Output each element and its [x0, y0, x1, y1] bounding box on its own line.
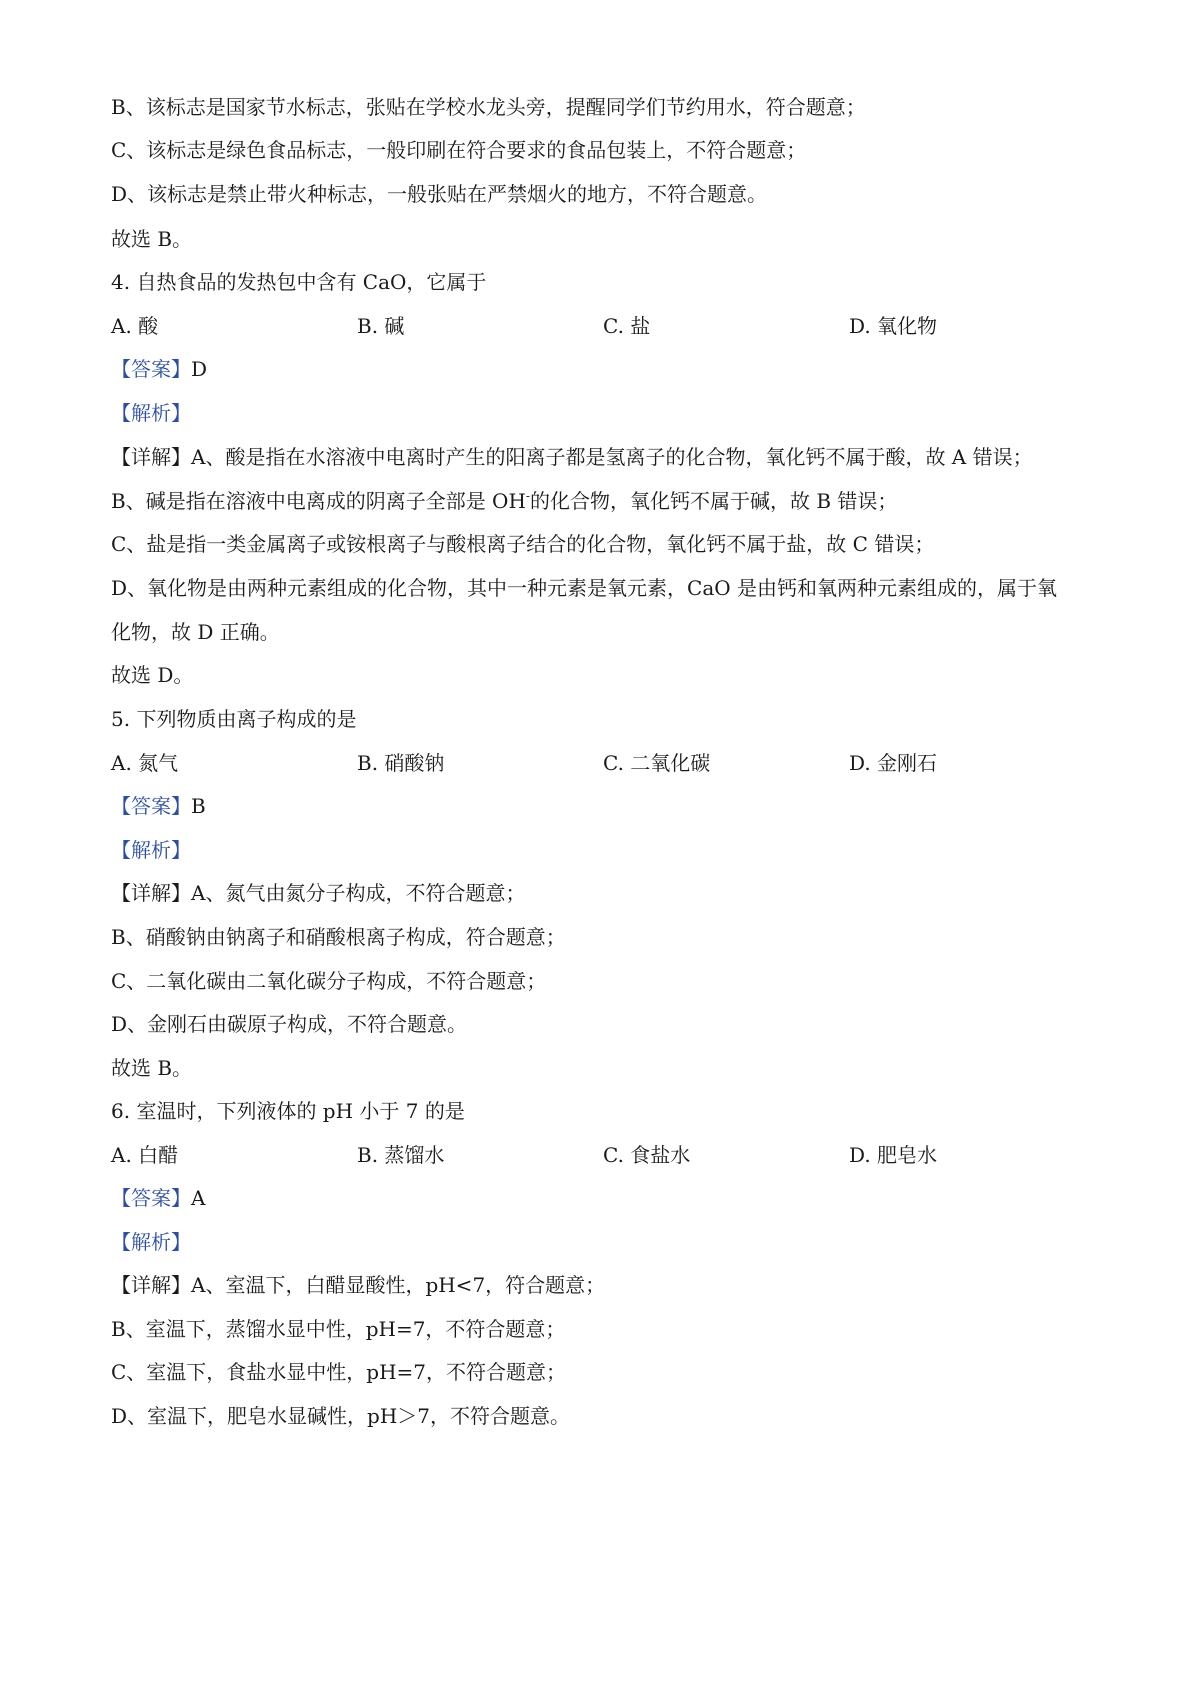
q6-analysis-tag: 【解析】 — [111, 1230, 191, 1254]
detail-text: A、室温下，白醋显酸性，pH<7，符合题意； — [191, 1273, 606, 1297]
q4-selection: 故选 D。 — [111, 663, 194, 687]
oh-superscript: - — [525, 489, 530, 503]
q6-option-b: B. 蒸馏水 — [357, 1143, 445, 1167]
q4-detail-a — [111, 443, 1120, 471]
q5-selection: 故选 B。 — [111, 1056, 193, 1080]
q6-detail-d: D、室温下，肥皂水显碱性，pH＞7，不符合题意。 — [111, 1404, 571, 1428]
detail-tag: 【详解】 — [111, 1273, 191, 1297]
answer-tag: 【答案】 — [111, 357, 191, 381]
q4-option-d: D. 氧化物 — [849, 314, 938, 338]
answer-value: A — [191, 1186, 206, 1210]
detail-tag: 【详解】 — [111, 881, 191, 905]
q4-option-a: A. 酸 — [111, 314, 159, 338]
q6-stem: 6. 室温时，下列液体的 pH 小于 7 的是 — [111, 1099, 465, 1123]
q4-detail-d-cont: 化物，故 D 正确。 — [111, 620, 280, 644]
q5-option-c: C. 二氧化碳 — [603, 751, 711, 775]
q6-detail-c: C、室温下，食盐水显中性，pH=7，不符合题意； — [111, 1360, 567, 1384]
q5-analysis-tag: 【解析】 — [111, 838, 191, 862]
q4-detail-d: D、氧化物是由两种元素组成的化合物，其中一种元素是氧元素，CaO 是由钙和氧两种元素组成的，属于氧 — [111, 576, 1058, 600]
q3-explanation-c: C、该标志是绿色食品标志，一般印刷在符合要求的食品包装上，不符合题意； — [111, 138, 807, 162]
q6-option-d: D. 肥皂水 — [849, 1143, 938, 1167]
detail-text: A、氮气由氮分子构成，不符合题意； — [191, 881, 526, 905]
q6-answer — [111, 1184, 1120, 1212]
q4-stem: 4. 自热食品的发热包中含有 CaO，它属于 — [111, 270, 487, 294]
q4-option-c: C. 盐 — [603, 314, 651, 338]
q5-option-a: A. 氮气 — [111, 751, 179, 775]
answer-tag: 【答案】 — [111, 1186, 191, 1210]
q5-detail-c: C、二氧化碳由二氧化碳分子构成，不符合题意； — [111, 969, 547, 993]
q6-option-a: A. 白醋 — [111, 1143, 179, 1167]
q6-option-c: C. 食盐水 — [603, 1143, 691, 1167]
q3-selection: 故选 B。 — [111, 227, 193, 251]
q4-analysis-tag: 【解析】 — [111, 401, 191, 425]
q5-option-b: B. 硝酸钠 — [357, 751, 445, 775]
q3-explanation-b: B、该标志是国家节水标志，张贴在学校水龙头旁，提醒同学们节约用水，符合题意； — [111, 95, 866, 119]
q5-detail-a — [111, 879, 1120, 907]
detail-text-part1: B、碱是指在溶液中电离成的阴离子全部是 OH — [111, 489, 526, 513]
detail-text: A、酸是指在水溶液中电离时产生的阳离子都是氢离子的化合物，氧化钙不属于酸，故 A 错误； — [191, 445, 1033, 469]
detail-text-part2: 的化合物，氧化钙不属于碱，故 B 错误； — [529, 489, 898, 513]
q6-detail-b: B、室温下，蒸馏水显中性，pH=7，不符合题意； — [111, 1317, 566, 1341]
answer-value: B — [191, 794, 206, 818]
q5-detail-d: D、金刚石由碳原子构成，不符合题意。 — [111, 1012, 468, 1036]
detail-tag: 【详解】 — [111, 445, 191, 469]
q5-option-d: D. 金刚石 — [849, 751, 938, 775]
answer-tag: 【答案】 — [111, 794, 191, 818]
q5-answer — [111, 792, 1120, 820]
answer-value: D — [191, 357, 208, 381]
q6-detail-a — [111, 1271, 1120, 1299]
q4-detail-b — [111, 487, 1120, 515]
q5-detail-b: B、硝酸钠由钠离子和硝酸根离子构成，符合题意； — [111, 925, 566, 949]
q4-option-b: B. 碱 — [357, 314, 405, 338]
q3-explanation-d: D、该标志是禁止带火种标志，一般张贴在严禁烟火的地方，不符合题意。 — [111, 182, 768, 206]
q4-detail-c: C、盐是指一类金属离子或铵根离子与酸根离子结合的化合物，氧化钙不属于盐，故 C 错误； — [111, 532, 935, 556]
q5-stem: 5. 下列物质由离子构成的是 — [111, 707, 357, 731]
q4-answer — [111, 355, 1120, 383]
